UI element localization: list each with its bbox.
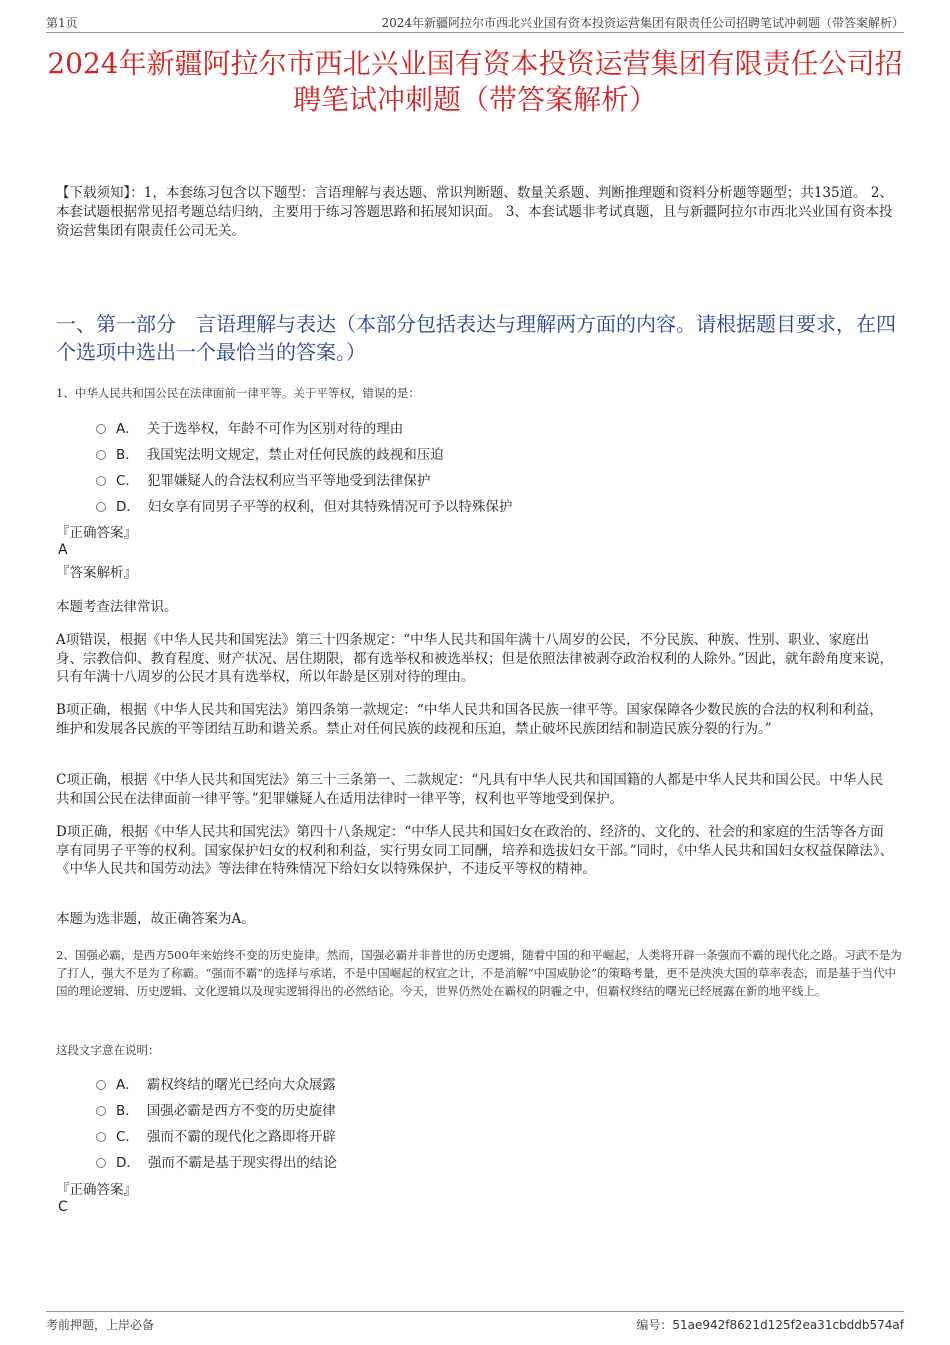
question-2-prompt: 这段文字意在说明： xyxy=(56,1043,160,1057)
radio-icon[interactable] xyxy=(96,502,106,512)
q1-analysis-intro: 本题考查法律常识。 xyxy=(56,599,178,615)
document-title: 2024年新疆阿拉尔市西北兴业国有资本投资运营集团有限责任公司招聘笔试冲刺题（带答案解析） xyxy=(47,47,903,116)
header-doc-title: 2024年新疆阿拉尔市西北兴业国有资本投资运营集团有限责任公司招聘笔试冲刺题（带答案解析） xyxy=(381,16,904,30)
footer-slogan: 考前押题，上岸必备 xyxy=(46,1318,155,1332)
page-number: 第1页 xyxy=(46,16,78,30)
q2-option-d[interactable]: D． 强而不霸是基于现实得出的结论 xyxy=(96,1150,337,1176)
q1-analysis-label: 『答案解析』 xyxy=(56,565,137,581)
radio-icon[interactable] xyxy=(96,1106,106,1116)
option-text: 关于选举权，年龄不可作为区别对待的理由 xyxy=(146,421,404,437)
option-text: 我国宪法明文规定，禁止对任何民族的歧视和压迫 xyxy=(146,447,444,463)
page-header xyxy=(46,14,904,33)
footer-code xyxy=(636,1316,904,1333)
q1-option-b[interactable]: B． 我国宪法明文规定，禁止对任何民族的歧视和压迫 xyxy=(96,442,512,468)
question-1-text: 1、中华人民共和国公民在法律面前一律平等。关于平等权，错误的是： xyxy=(56,386,420,400)
q1-answer: A xyxy=(58,542,68,558)
q1-option-c[interactable]: C． 犯罪嫌疑人的合法权利应当平等地受到法律保护 xyxy=(96,468,512,494)
radio-icon[interactable] xyxy=(96,1132,106,1142)
option-text: 霸权终结的曙光已经向大众展露 xyxy=(146,1077,336,1093)
q1-analysis-d: D项正确，根据《中华人民共和国宪法》第四十八条规定：“中华人民共和国妇女在政治的、经济的、文化的、社会的和家庭的生活等各方面享有同男子平等的权利。国家保护妇女的权利和利益，实行男女同工同酬，培养和选拔妇女干部。”同时，《中华人民共和国妇女权益保障法》、《中华人民共和国劳动法》等法律在特殊情况下给妇女以特殊保护，不违反平等权的精神。 xyxy=(56,824,894,877)
question-2-text: 2、国强必霸，是西方500年来始终不变的历史旋律。然而，国强必霸并非普世的历史逻辑，随着中国的和平崛起，人类将开辟一条强而不霸的现代化之路。习武不是为了打人，强大不是为了称霸。“强而不霸”的选择与承诺，不是中国崛起的权宜之计，不是消解“中国威胁论”的策略考量，更不是泱泱大国的草率表态，而是基于当代中国的理论逻辑、历史逻辑、文化逻辑以及现实逻辑得出的必然结论。今天，世界仍然处在霸权的阴霾之中，但霸权终结的曙光已经展露在新的地平线上。 xyxy=(56,948,902,998)
q2-option-b[interactable]: B． 国强必霸是西方不变的历史旋律 xyxy=(96,1098,337,1124)
radio-icon[interactable] xyxy=(96,450,106,460)
q1-answer-label: 『正确答案』 xyxy=(56,525,137,541)
radio-icon[interactable] xyxy=(96,424,106,434)
download-notice: 【下载须知】：1，本套练习包含以下题型：言语理解与表达题、常识判断题、数量关系题、判断推理题和资料分析题等题型；共135道。 2、本套试题根据常见招考题总结归纳，主要用于练习答题思路和拓展知识面。 3、本套试题非考试真题，且与新疆阿拉尔市西北兴业国有资本投资运营集团有限责任公司无关。 xyxy=(56,185,893,239)
radio-icon[interactable] xyxy=(96,1158,106,1168)
question-2-options xyxy=(96,1072,337,1176)
radio-icon[interactable] xyxy=(96,476,106,486)
question-1-options xyxy=(96,416,512,520)
q1-option-d[interactable]: D． 妇女享有同男子平等的权利，但对其特殊情况可予以特殊保护 xyxy=(96,494,512,520)
q2-answer: C xyxy=(58,1199,68,1215)
option-text: 强而不霸是基于现实得出的结论 xyxy=(147,1155,337,1171)
section-heading: 一、第一部分 言语理解与表达（本部分包括表达与理解两方面的内容。请根据题目要求，在四个选项中选出一个最恰当的答案。） xyxy=(56,312,896,364)
option-text: 国强必霸是西方不变的历史旋律 xyxy=(146,1103,336,1119)
footer-code-label: 编号： xyxy=(636,1318,673,1332)
option-text: 妇女享有同男子平等的权利，但对其特殊情况可予以特殊保护 xyxy=(147,499,513,515)
q1-option-a[interactable]: A． 关于选举权，年龄不可作为区别对待的理由 xyxy=(96,416,512,442)
q2-answer-label: 『正确答案』 xyxy=(56,1182,137,1198)
option-text: 强而不霸的现代化之路即将开辟 xyxy=(146,1129,336,1145)
q1-analysis-c: C项正确，根据《中华人民共和国宪法》第三十三条第一、二款规定：“凡具有中华人民共和国国籍的人都是中华人民共和国公民。中华人民共和国公民在法律面前一律平等。”犯罪嫌疑人在适用法律时一律平等，权利也平等地受到保护。 xyxy=(56,772,884,807)
q1-analysis-b: B项正确，根据《中华人民共和国宪法》第四条第一款规定：“中华人民共和国各民族一律平等。国家保障各少数民族的合法的权利和利益，维护和发展各民族的平等团结互助和谐关系。禁止对任何民族的歧视和压迫，禁止破坏民族团结和制造民族分裂的行为。” xyxy=(56,702,883,737)
q2-option-c[interactable]: C． 强而不霸的现代化之路即将开辟 xyxy=(96,1124,337,1150)
option-text: 犯罪嫌疑人的合法权利应当平等地受到法律保护 xyxy=(146,473,431,489)
q1-analysis-a: A项错误，根据《中华人民共和国宪法》第三十四条规定：“中华人民共和国年满十八周岁的公民，不分民族、种族、性别、职业、家庭出身、宗教信仰、教育程度、财产状况、居住期限，都有选举权和被选举权；但是依照法律被剥夺政治权利的人除外。”因此，就年龄角度来说，只有年满十八周岁的公民才具有选举权，所以年龄是区别对待的理由。 xyxy=(56,632,894,685)
footer-code-value: 51ae942f8621d125f2ea31cbddb574af xyxy=(672,1318,904,1332)
radio-icon[interactable] xyxy=(96,1080,106,1090)
q1-analysis-conclusion: 本题为选非题，故正确答案为A。 xyxy=(56,911,255,927)
page-footer xyxy=(46,1311,904,1332)
q2-option-a[interactable]: A． 霸权终结的曙光已经向大众展露 xyxy=(96,1072,337,1098)
